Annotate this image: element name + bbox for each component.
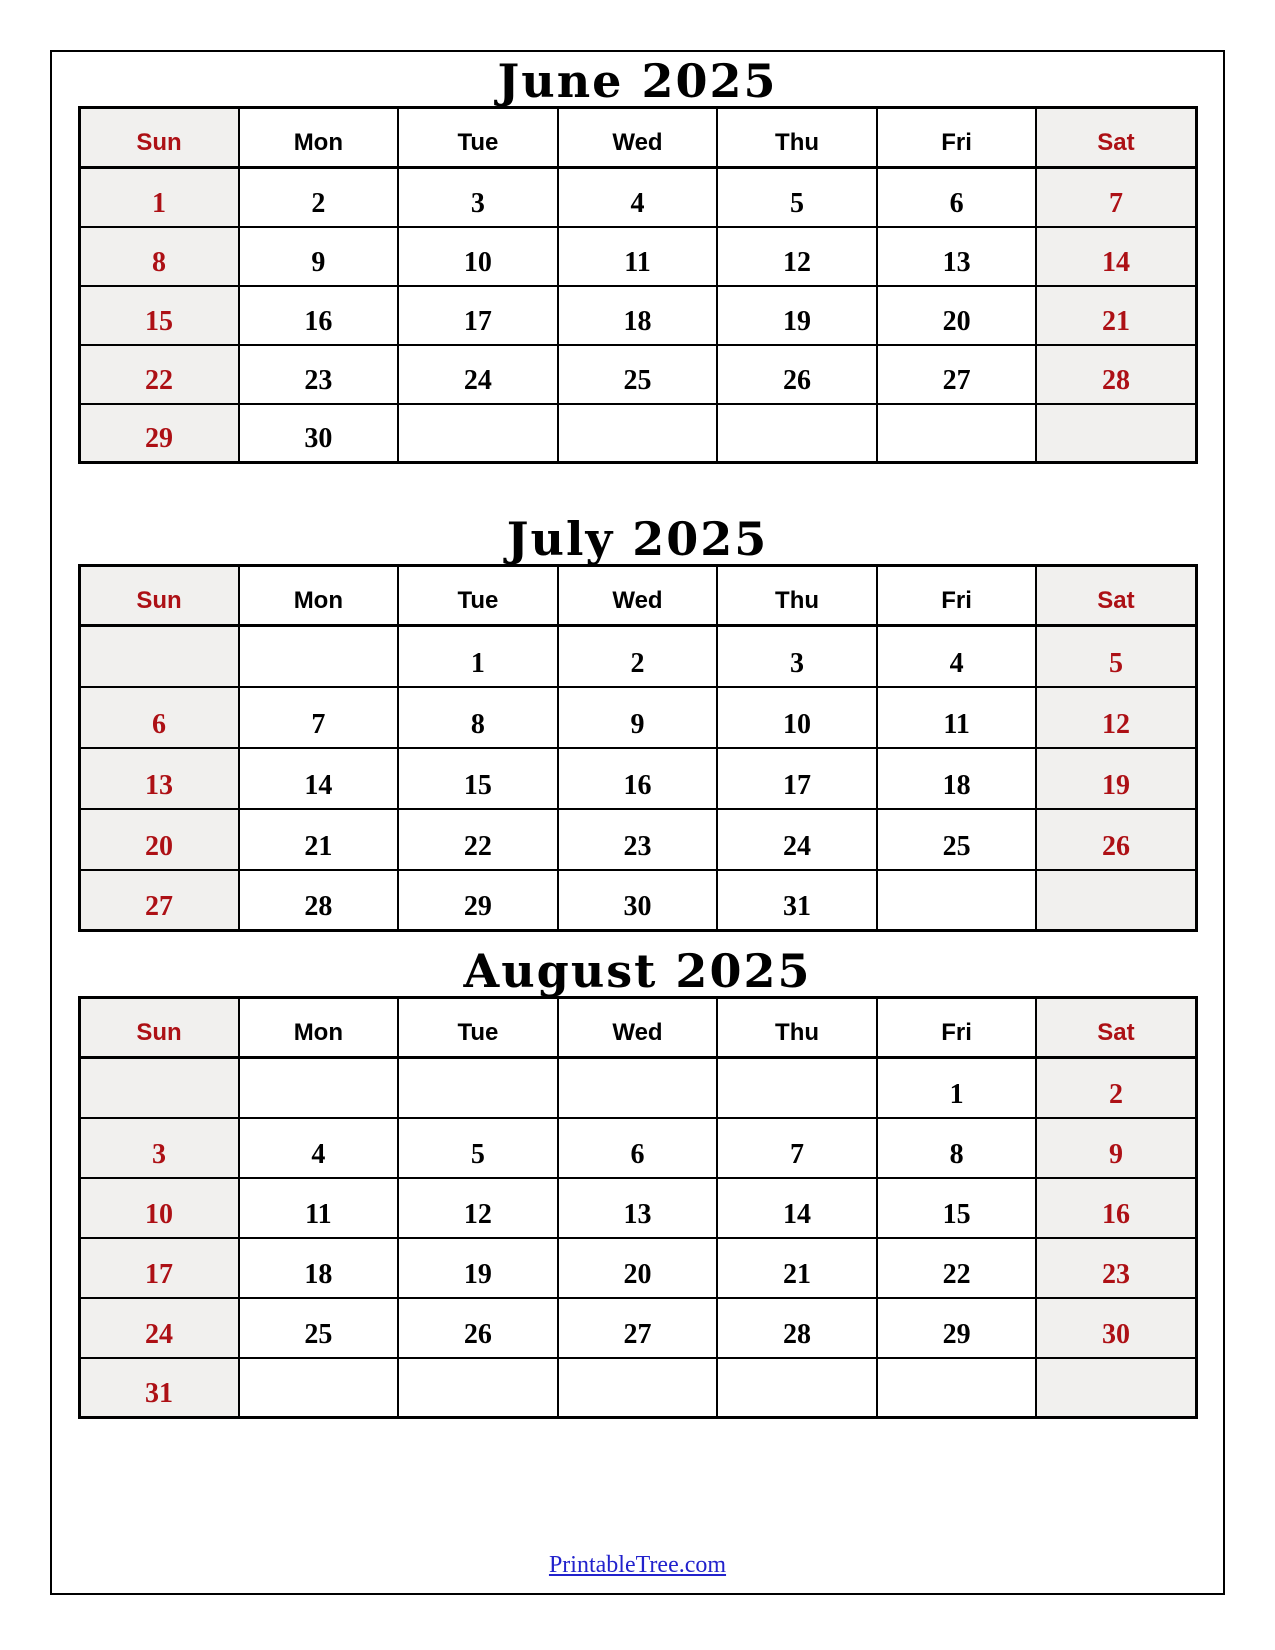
day-cell-11: 11 xyxy=(239,1178,399,1238)
weekday-header-tue: Tue xyxy=(398,998,558,1058)
day-cell-2: 2 xyxy=(1036,1058,1196,1118)
day-cell-14: 14 xyxy=(1036,227,1196,286)
august-title: August 2025 xyxy=(463,944,812,998)
week-row xyxy=(79,168,1196,227)
day-cell-29: 29 xyxy=(398,870,558,931)
day-cell-12: 12 xyxy=(1036,687,1196,748)
day-cell-20: 20 xyxy=(79,809,239,870)
week-row xyxy=(79,404,1196,463)
weekday-header-sat: Sat xyxy=(1036,998,1196,1058)
day-cell-2: 2 xyxy=(239,168,399,227)
weekday-header-thu: Thu xyxy=(717,566,877,626)
day-cell-empty xyxy=(79,1058,239,1118)
day-cell-empty xyxy=(398,1358,558,1418)
weekday-header-mon: Mon xyxy=(239,998,399,1058)
august-weekday-header-row xyxy=(79,998,1196,1058)
day-cell-25: 25 xyxy=(239,1298,399,1358)
august-calendar-body xyxy=(79,1058,1196,1418)
day-cell-empty xyxy=(558,404,718,463)
day-cell-8: 8 xyxy=(398,687,558,748)
day-cell-8: 8 xyxy=(79,227,239,286)
printabletree-link[interactable]: PrintableTree.com xyxy=(548,1552,727,1578)
week-row xyxy=(79,870,1196,931)
day-cell-3: 3 xyxy=(398,168,558,227)
day-cell-23: 23 xyxy=(239,345,399,404)
day-cell-31: 31 xyxy=(717,870,877,931)
day-cell-10: 10 xyxy=(717,687,877,748)
day-cell-18: 18 xyxy=(558,286,718,345)
day-cell-27: 27 xyxy=(558,1298,718,1358)
day-cell-5: 5 xyxy=(717,168,877,227)
week-row xyxy=(79,286,1196,345)
day-cell-10: 10 xyxy=(79,1178,239,1238)
day-cell-18: 18 xyxy=(877,748,1037,809)
day-cell-7: 7 xyxy=(1036,168,1196,227)
day-cell-29: 29 xyxy=(79,404,239,463)
day-cell-4: 4 xyxy=(558,168,718,227)
day-cell-empty xyxy=(558,1358,718,1418)
day-cell-25: 25 xyxy=(877,809,1037,870)
footer xyxy=(52,1552,1223,1579)
weekday-header-fri: Fri xyxy=(877,108,1037,168)
august-calendar-table xyxy=(78,996,1198,1419)
day-cell-21: 21 xyxy=(239,809,399,870)
weekday-header-mon: Mon xyxy=(239,108,399,168)
day-cell-21: 21 xyxy=(717,1238,877,1298)
june-calendar-table xyxy=(78,106,1198,464)
day-cell-empty xyxy=(239,1358,399,1418)
day-cell-6: 6 xyxy=(79,687,239,748)
weekday-header-tue: Tue xyxy=(398,566,558,626)
day-cell-empty xyxy=(1036,404,1196,463)
day-cell-7: 7 xyxy=(239,687,399,748)
week-row xyxy=(79,1238,1196,1298)
day-cell-4: 4 xyxy=(877,626,1037,687)
page-frame xyxy=(50,50,1225,1595)
weekday-header-wed: Wed xyxy=(558,998,718,1058)
day-cell-empty xyxy=(877,404,1037,463)
week-row xyxy=(79,345,1196,404)
day-cell-26: 26 xyxy=(1036,809,1196,870)
weekday-header-sun: Sun xyxy=(79,108,239,168)
day-cell-empty xyxy=(79,626,239,687)
day-cell-12: 12 xyxy=(398,1178,558,1238)
week-row xyxy=(79,1118,1196,1178)
day-cell-30: 30 xyxy=(558,870,718,931)
june-calendar-body xyxy=(79,168,1196,463)
weekday-header-wed: Wed xyxy=(558,566,718,626)
day-cell-22: 22 xyxy=(877,1238,1037,1298)
week-row xyxy=(79,1058,1196,1118)
day-cell-empty xyxy=(239,1058,399,1118)
day-cell-14: 14 xyxy=(717,1178,877,1238)
week-row xyxy=(79,1178,1196,1238)
day-cell-5: 5 xyxy=(1036,626,1196,687)
week-row xyxy=(79,626,1196,687)
day-cell-28: 28 xyxy=(717,1298,877,1358)
day-cell-empty xyxy=(1036,870,1196,931)
day-cell-6: 6 xyxy=(558,1118,718,1178)
weekday-header-sat: Sat xyxy=(1036,566,1196,626)
day-cell-14: 14 xyxy=(239,748,399,809)
day-cell-11: 11 xyxy=(558,227,718,286)
day-cell-25: 25 xyxy=(558,345,718,404)
day-cell-empty xyxy=(717,404,877,463)
july-calendar-table xyxy=(78,564,1198,932)
week-row xyxy=(79,687,1196,748)
day-cell-24: 24 xyxy=(398,345,558,404)
day-cell-13: 13 xyxy=(877,227,1037,286)
weekday-header-mon: Mon xyxy=(239,566,399,626)
week-row xyxy=(79,227,1196,286)
weekday-header-fri: Fri xyxy=(877,566,1037,626)
day-cell-8: 8 xyxy=(877,1118,1037,1178)
day-cell-24: 24 xyxy=(717,809,877,870)
day-cell-24: 24 xyxy=(79,1298,239,1358)
day-cell-4: 4 xyxy=(239,1118,399,1178)
weekday-header-tue: Tue xyxy=(398,108,558,168)
week-row xyxy=(79,748,1196,809)
day-cell-23: 23 xyxy=(1036,1238,1196,1298)
day-cell-22: 22 xyxy=(398,809,558,870)
day-cell-empty xyxy=(877,870,1037,931)
day-cell-11: 11 xyxy=(877,687,1037,748)
day-cell-2: 2 xyxy=(558,626,718,687)
day-cell-10: 10 xyxy=(398,227,558,286)
day-cell-19: 19 xyxy=(1036,748,1196,809)
day-cell-7: 7 xyxy=(717,1118,877,1178)
day-cell-26: 26 xyxy=(398,1298,558,1358)
weekday-header-sun: Sun xyxy=(79,566,239,626)
day-cell-6: 6 xyxy=(877,168,1037,227)
weekday-header-thu: Thu xyxy=(717,108,877,168)
day-cell-27: 27 xyxy=(79,870,239,931)
day-cell-9: 9 xyxy=(239,227,399,286)
day-cell-empty xyxy=(558,1058,718,1118)
day-cell-16: 16 xyxy=(558,748,718,809)
june-weekday-header-row xyxy=(79,108,1196,168)
july-calendar-body xyxy=(79,626,1196,931)
day-cell-20: 20 xyxy=(558,1238,718,1298)
day-cell-15: 15 xyxy=(877,1178,1037,1238)
day-cell-19: 19 xyxy=(398,1238,558,1298)
day-cell-empty xyxy=(398,1058,558,1118)
weekday-header-fri: Fri xyxy=(877,998,1037,1058)
weekday-header-wed: Wed xyxy=(558,108,718,168)
day-cell-28: 28 xyxy=(1036,345,1196,404)
day-cell-16: 16 xyxy=(1036,1178,1196,1238)
weekday-header-sat: Sat xyxy=(1036,108,1196,168)
july-weekday-header-row xyxy=(79,566,1196,626)
day-cell-3: 3 xyxy=(717,626,877,687)
july-title: July 2025 xyxy=(506,512,769,566)
day-cell-21: 21 xyxy=(1036,286,1196,345)
day-cell-30: 30 xyxy=(1036,1298,1196,1358)
week-row xyxy=(79,1298,1196,1358)
day-cell-22: 22 xyxy=(79,345,239,404)
day-cell-29: 29 xyxy=(877,1298,1037,1358)
day-cell-23: 23 xyxy=(558,809,718,870)
day-cell-13: 13 xyxy=(79,748,239,809)
week-row xyxy=(79,809,1196,870)
day-cell-12: 12 xyxy=(717,227,877,286)
day-cell-19: 19 xyxy=(717,286,877,345)
day-cell-27: 27 xyxy=(877,345,1037,404)
day-cell-empty xyxy=(398,404,558,463)
day-cell-17: 17 xyxy=(398,286,558,345)
day-cell-1: 1 xyxy=(398,626,558,687)
week-row xyxy=(79,1358,1196,1418)
day-cell-28: 28 xyxy=(239,870,399,931)
day-cell-5: 5 xyxy=(398,1118,558,1178)
weekday-header-sun: Sun xyxy=(79,998,239,1058)
day-cell-20: 20 xyxy=(877,286,1037,345)
day-cell-1: 1 xyxy=(877,1058,1037,1118)
day-cell-3: 3 xyxy=(79,1118,239,1178)
day-cell-empty xyxy=(717,1358,877,1418)
day-cell-empty xyxy=(239,626,399,687)
day-cell-9: 9 xyxy=(558,687,718,748)
day-cell-9: 9 xyxy=(1036,1118,1196,1178)
day-cell-30: 30 xyxy=(239,404,399,463)
day-cell-15: 15 xyxy=(398,748,558,809)
day-cell-17: 17 xyxy=(717,748,877,809)
day-cell-empty xyxy=(877,1358,1037,1418)
day-cell-empty xyxy=(1036,1358,1196,1418)
weekday-header-thu: Thu xyxy=(717,998,877,1058)
day-cell-31: 31 xyxy=(79,1358,239,1418)
day-cell-26: 26 xyxy=(717,345,877,404)
day-cell-1: 1 xyxy=(79,168,239,227)
day-cell-18: 18 xyxy=(239,1238,399,1298)
day-cell-17: 17 xyxy=(79,1238,239,1298)
day-cell-16: 16 xyxy=(239,286,399,345)
day-cell-empty xyxy=(717,1058,877,1118)
day-cell-13: 13 xyxy=(558,1178,718,1238)
june-title: June 2025 xyxy=(497,54,778,108)
day-cell-15: 15 xyxy=(79,286,239,345)
